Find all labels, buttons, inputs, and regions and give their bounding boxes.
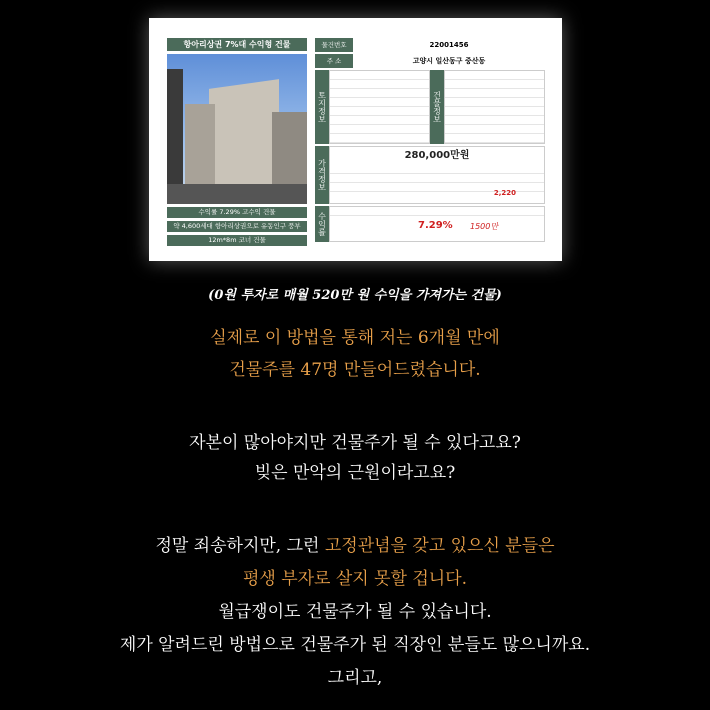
- image-caption: (0원 투자로 매월 520만 원 수익을 가져가는 건물): [208, 288, 502, 303]
- text-line-9: 그리고,: [327, 668, 383, 688]
- listing-right-panel: [315, 38, 545, 244]
- text-line-4: 빚은 만악의 근원이라고요?: [254, 463, 456, 483]
- building-label: 건물정보: [430, 70, 444, 144]
- listing-left-panel: [167, 38, 307, 246]
- small-red-value: 2,220: [493, 189, 516, 197]
- text-line-2: 건물주를 47명 만들어드렸습니다.: [229, 360, 481, 380]
- handwritten-note: 1500만: [470, 222, 499, 231]
- text-line-3: 자본이 많아야지만 건물주가 될 수 있다고요?: [189, 433, 521, 453]
- text-line-6: 평생 부자로 살지 못할 겁니다.: [242, 569, 468, 589]
- population-bar: 약 4,600세대 항아리상권으로 유동인구 풍부: [167, 221, 307, 232]
- text-line-7: 월급쟁이도 건물주가 될 수 있습니다.: [218, 602, 492, 622]
- listing-title: 항아리상권 7%대 수익형 건물: [167, 38, 307, 51]
- listing-number-row: 물건번호 22001456: [315, 38, 545, 52]
- price-label: 가격정보: [315, 146, 329, 204]
- yield-section: [315, 206, 545, 242]
- text-line-5: 정말 죄송하지만, 그런 고정관념을 갖고 있으신 분들은: [155, 536, 555, 556]
- size-bar: 12m*8m 코너 건물: [167, 235, 307, 246]
- text-line-1: 실제로 이 방법을 통해 저는 6개월 만에: [210, 328, 500, 348]
- land-building-section: [315, 70, 545, 144]
- price-section: [315, 146, 545, 204]
- text-line-8: 제가 알려드린 방법으로 건물주가 된 직장인 분들도 많으니까요.: [119, 635, 591, 655]
- building-photo: [167, 54, 307, 204]
- land-label: 토지정보: [315, 70, 329, 144]
- yield-label: 수익률: [315, 206, 329, 242]
- listing-card-image: [149, 18, 562, 261]
- price-value: 280,000만원: [404, 150, 470, 161]
- yield-value: 7.29%: [418, 220, 453, 231]
- yield-bar: 수익률 7.29% 고수익 건물: [167, 207, 307, 218]
- address-row: 주 소 고양시 일산동구 중산동: [315, 54, 545, 68]
